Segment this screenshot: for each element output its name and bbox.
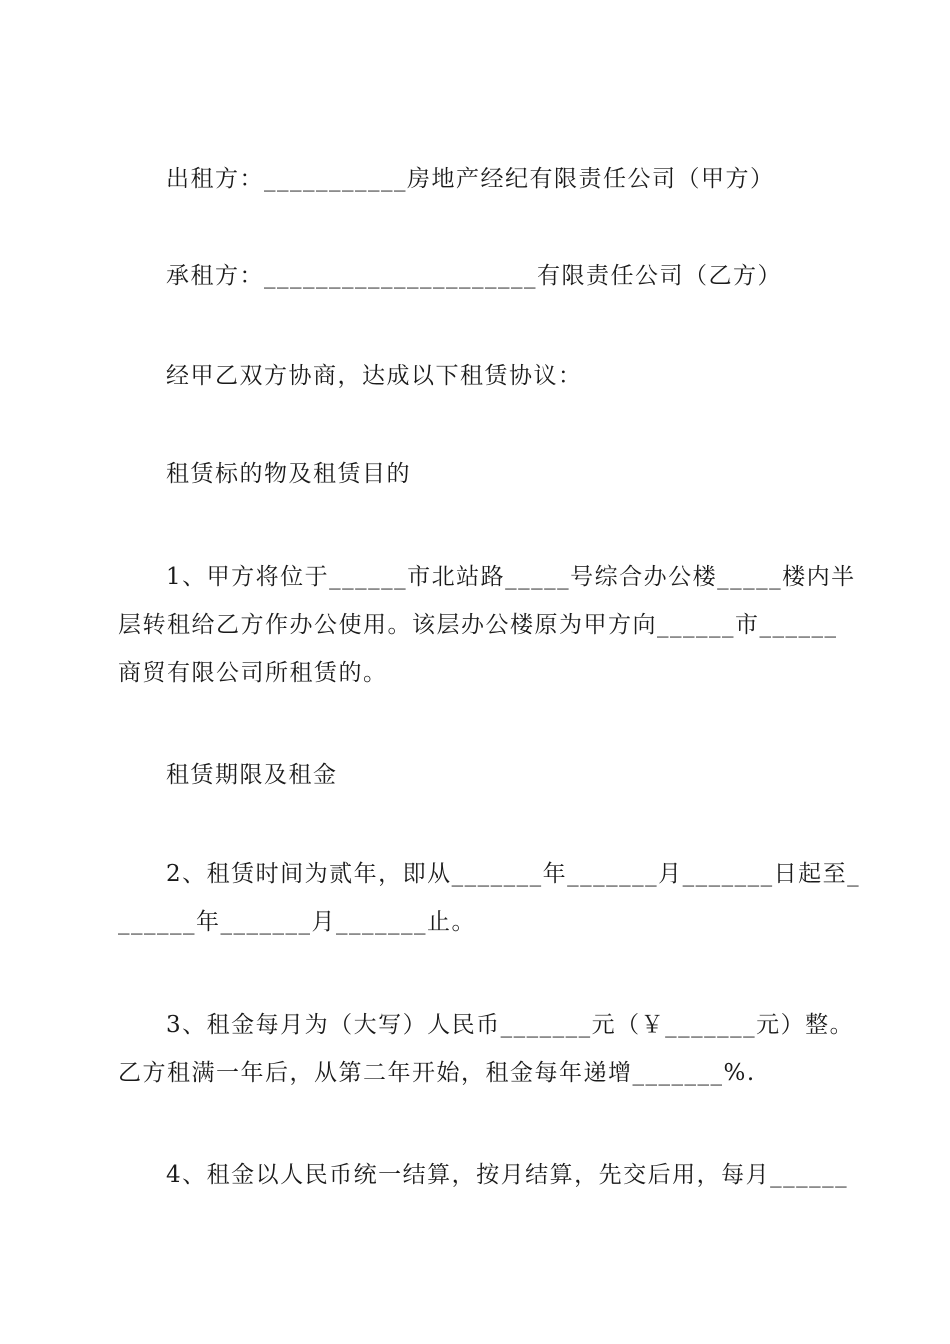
text-line: 3、租金每月为（大写）人民币_______元（￥_______元）整。: [166, 1012, 855, 1038]
section-heading-lease-object: [118, 450, 882, 498]
intro-paragraph: [118, 352, 882, 400]
text-line: 承租方：_____________________有限责任公司（乙方）: [166, 263, 782, 289]
lessee-line: [118, 252, 882, 300]
text-line: 2、租赁时间为贰年，即从_______年_______月_______日起至_: [166, 861, 861, 887]
clause-4: [118, 1151, 849, 1199]
lessor-line: [118, 155, 882, 203]
section-heading-term-and-rent: [118, 751, 882, 799]
clause-3: [118, 1001, 855, 1097]
clause-2: [118, 850, 861, 946]
text-line: 出租方：___________房地产经纪有限责任公司（甲方）: [166, 166, 775, 192]
text-line: 租赁标的物及租赁目的: [166, 461, 411, 487]
text-line: 乙方租满一年后，从第二年开始，租金每年递增_______%.: [118, 1060, 756, 1086]
text-line: 商贸有限公司所租赁的。: [118, 660, 388, 686]
text-line: 经甲乙双方协商，达成以下租赁协议：: [166, 363, 583, 389]
text-line: 租赁期限及租金: [166, 762, 338, 788]
clause-1: [118, 553, 856, 697]
text-line: 1、甲方将位于______市北站路_____号综合办公楼_____楼内半: [166, 564, 856, 590]
text-line: 4、租金以人民币统一结算，按月结算，先交后用，每月______: [166, 1162, 849, 1188]
text-line: 层转租给乙方作办公使用。该层办公楼原为甲方向______市______: [118, 612, 838, 638]
text-line: ______年_______月_______止。: [118, 909, 476, 935]
